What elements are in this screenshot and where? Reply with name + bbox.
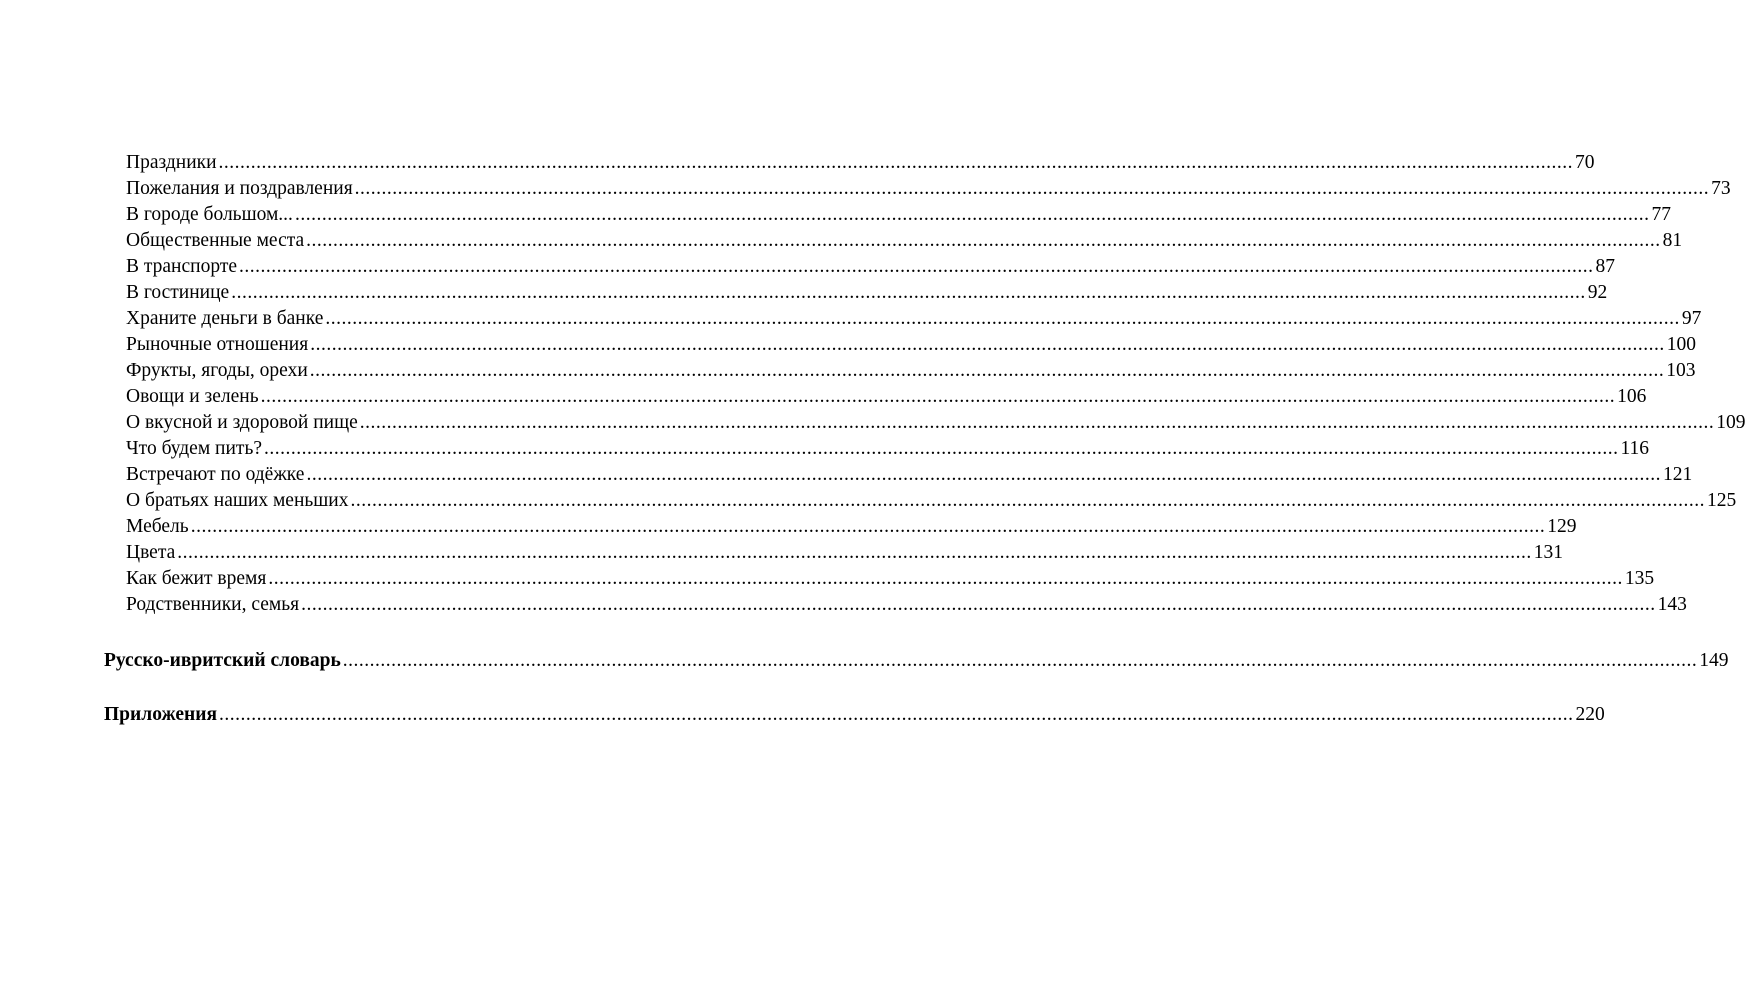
toc-entry-page: 92 — [1587, 282, 1608, 303]
toc-entry — [126, 384, 1647, 410]
toc-entry-title: Рыночные отношения — [126, 334, 309, 355]
toc-entry-page: 73 — [1711, 178, 1731, 199]
toc-leader: ............................................................................................................................................................................................................................................................ — [190, 516, 1546, 537]
toc-entry-title: Фрукты, ягоды, орехи — [126, 360, 308, 381]
toc-leader: ............................................................................................................................................................................................................................................................ — [294, 204, 1650, 225]
toc-entry-page: 103 — [1666, 360, 1696, 381]
toc-leader: ............................................................................................................................................................................................................................................................ — [268, 568, 1623, 589]
toc-entry-page: 129 — [1547, 516, 1577, 537]
toc-entry-title: Мебель — [126, 516, 189, 537]
toc-entry — [126, 566, 1655, 592]
toc-entry-page: 135 — [1624, 568, 1655, 589]
toc-entry-title: Общественные места — [126, 230, 305, 251]
toc-leader: ............................................................................................................................................................................................................................................................ — [306, 230, 1661, 251]
toc-entry-page: 81 — [1662, 230, 1683, 251]
toc-entry-title: Что будем пить? — [126, 438, 262, 459]
toc-entry — [126, 436, 1650, 462]
toc-entry-title: Храните деньги в банке — [126, 308, 324, 329]
toc-entry — [126, 306, 1702, 332]
toc-entry — [126, 514, 1577, 540]
toc-entry — [126, 228, 1683, 254]
toc-entry-title: Овощи и зелень — [126, 386, 259, 407]
toc-entry-title: Как бежит время — [126, 568, 267, 589]
toc-leader: ............................................................................................................................................................................................................................................................ — [350, 490, 1705, 511]
toc-entry-page: 131 — [1533, 542, 1563, 563]
toc-leader: ............................................................................................................................................................................................................................................................ — [177, 542, 1532, 563]
toc-entry-page: 106 — [1617, 386, 1647, 407]
toc-entry-page: 116 — [1620, 438, 1650, 459]
toc-entry-title: О вкусной и здоровой пище — [126, 412, 358, 433]
toc-entry — [126, 540, 1563, 566]
toc-leader: ............................................................................................................................................................................................................................................................ — [260, 386, 1616, 407]
toc-entry-page: 97 — [1681, 308, 1702, 329]
toc-entry-title: В транспорте — [126, 256, 237, 277]
toc-entry-page: 125 — [1706, 490, 1737, 511]
toc-leader: ............................................................................................................................................................................................................................................................ — [342, 650, 1698, 671]
toc-entry-page: 109 — [1716, 412, 1746, 433]
toc-entry-page: 143 — [1657, 594, 1687, 615]
toc-leader: ............................................................................................................................................................................................................................................................ — [325, 308, 1680, 329]
toc-entry — [126, 202, 1671, 228]
toc-entry — [126, 332, 1696, 358]
toc-leader: ............................................................................................................................................................................................................................................................ — [219, 704, 1574, 725]
toc-leader: ............................................................................................................................................................................................................................................................ — [231, 282, 1586, 303]
toc-entry — [126, 254, 1615, 280]
toc-entry — [126, 592, 1687, 618]
toc-section-page: 149 — [1699, 650, 1729, 671]
toc-entry-title: В гостинице — [126, 282, 230, 303]
toc-leader: ............................................................................................................................................................................................................................................................ — [359, 412, 1715, 433]
toc-entry-title: Пожелания и поздравления — [126, 178, 353, 199]
toc-leader: ............................................................................................................................................................................................................................................................ — [309, 360, 1665, 381]
toc-entry — [126, 410, 1746, 436]
toc-entry-title: В городе большом... — [126, 204, 293, 225]
toc-entry — [126, 462, 1693, 488]
toc-entry-page: 70 — [1575, 152, 1595, 173]
toc-entry — [126, 280, 1608, 306]
toc-leader: ............................................................................................................................................................................................................................................................ — [310, 334, 1665, 355]
toc-entry-title: Праздники — [126, 152, 217, 173]
toc-entry — [126, 150, 1595, 176]
toc-entry-page: 121 — [1662, 464, 1693, 485]
toc-section-title: Приложения — [104, 704, 218, 725]
toc-leader: ............................................................................................................................................................................................................................................................ — [218, 152, 1574, 173]
toc-entry — [126, 488, 1737, 514]
toc-leader: ............................................................................................................................................................................................................................................................ — [354, 178, 1710, 199]
toc-entry-page: 87 — [1595, 256, 1615, 277]
toc-entry-title: Родственники, семья — [126, 594, 300, 615]
toc-entry-page: 100 — [1666, 334, 1696, 355]
toc-section-page: 220 — [1575, 704, 1605, 725]
toc-leader: ............................................................................................................................................................................................................................................................ — [264, 438, 1619, 459]
toc-leader: ............................................................................................................................................................................................................................................................ — [306, 464, 1661, 485]
toc-section-title: Русско-ивритский словарь — [104, 650, 341, 671]
toc-entry-title: Цвета — [126, 542, 176, 563]
toc-section — [104, 648, 1729, 674]
toc-entry-title: О братьях наших меньших — [126, 490, 349, 511]
toc-leader: ............................................................................................................................................................................................................................................................ — [301, 594, 1656, 615]
toc-entry-page: 77 — [1651, 204, 1671, 225]
toc-entry — [126, 358, 1696, 384]
toc-entry — [126, 176, 1731, 202]
toc-leader: ............................................................................................................................................................................................................................................................ — [239, 256, 1594, 277]
toc-entry-title: Встречают по одёжке — [126, 464, 305, 485]
toc-section — [104, 702, 1605, 728]
